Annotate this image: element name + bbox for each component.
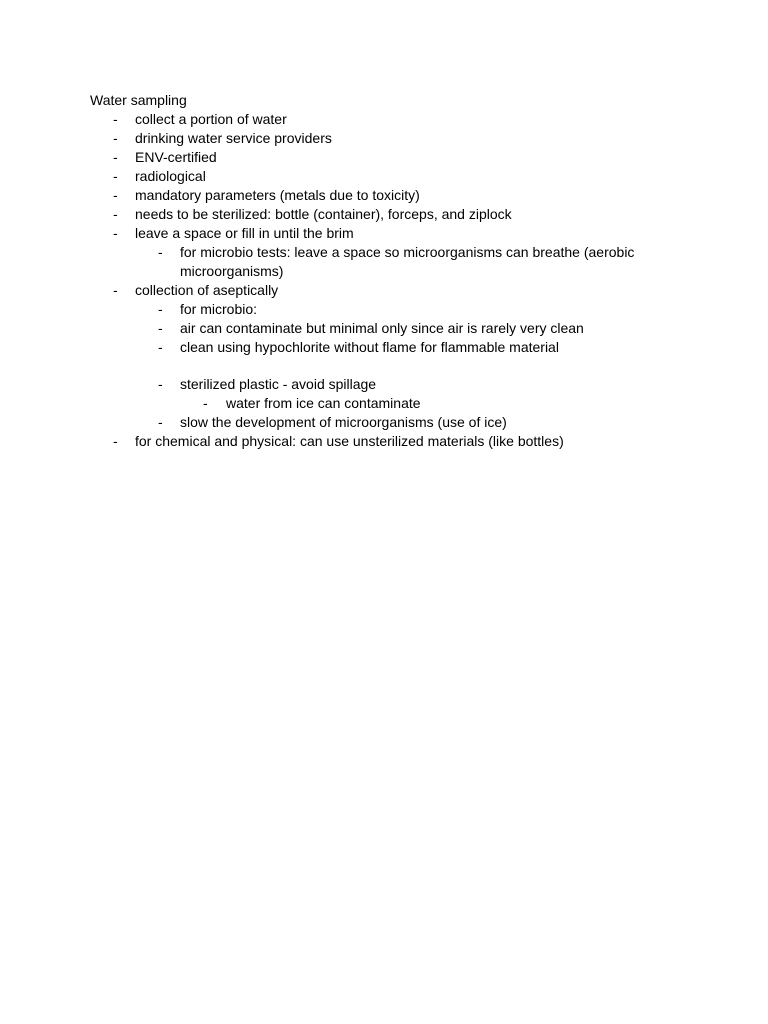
list-item <box>90 432 690 451</box>
list-item <box>90 167 690 186</box>
sub-list-item <box>90 243 690 281</box>
bullet-dash: - <box>158 414 163 430</box>
sub-list-item-text: for microbio: <box>180 301 258 317</box>
document-page <box>90 91 690 451</box>
list-item <box>90 281 690 300</box>
list-item-text: leave a space or fill in until the brim <box>135 225 354 241</box>
list-item <box>90 205 690 224</box>
sub-list-item-text: air can contaminate but minimal only since air is rarely very clean <box>180 320 584 336</box>
sub-list-item-text: sterilized plastic - avoid spillage <box>180 376 377 392</box>
list-item-text: needs to be sterilized: bottle (container), forceps, and ziplock <box>135 206 512 222</box>
bullet-dash: - <box>113 433 118 449</box>
bullet-dash: - <box>158 301 163 317</box>
list-item-text: for chemical and physical: can use unsterilized materials (like bottles) <box>135 433 564 449</box>
bullet-dash: - <box>158 320 163 336</box>
list-item-text: collection of aseptically <box>135 282 279 298</box>
list-item <box>90 224 690 243</box>
bullet-dash: - <box>113 168 118 184</box>
bullet-dash: - <box>158 376 163 392</box>
list-item <box>90 110 690 129</box>
bullet-dash: - <box>158 244 163 260</box>
list-item-text: mandatory parameters (metals due to toxicity) <box>135 187 420 203</box>
bullet-dash: - <box>113 206 118 222</box>
list-item-text: ENV-certified <box>135 149 217 165</box>
list-item-text: drinking water service providers <box>135 130 332 146</box>
bullet-dash: - <box>113 111 118 127</box>
list-item-text: collect a portion of water <box>135 111 287 127</box>
sub-list-item <box>90 413 690 432</box>
bullet-dash: - <box>158 339 163 355</box>
bullet-dash: - <box>113 187 118 203</box>
sub-sub-list-item <box>90 394 690 413</box>
sub-list-item <box>90 319 690 338</box>
bullet-dash: - <box>113 282 118 298</box>
sub-sub-list-item-text: water from ice can contaminate <box>226 395 421 411</box>
bullet-dash: - <box>203 395 208 411</box>
list-item <box>90 186 690 205</box>
bullet-dash: - <box>113 149 118 165</box>
list-item <box>90 129 690 148</box>
blank-line <box>90 357 690 375</box>
sub-list-item <box>90 338 690 357</box>
sub-list-item <box>90 300 690 319</box>
bullet-dash: - <box>113 130 118 146</box>
bullet-dash: - <box>113 225 118 241</box>
document-title: Water sampling <box>90 92 187 108</box>
sub-list-item-text: for microbio tests: leave a space so microorganisms can breathe (aerobic microorganisms) <box>180 244 635 279</box>
list-item-text: radiological <box>135 168 206 184</box>
sub-list-item <box>90 375 690 394</box>
sub-list-item-text: slow the development of microorganisms (use of ice) <box>180 414 507 430</box>
list-item <box>90 148 690 167</box>
sub-list-item-text: clean using hypochlorite without flame for flammable material <box>180 339 559 355</box>
